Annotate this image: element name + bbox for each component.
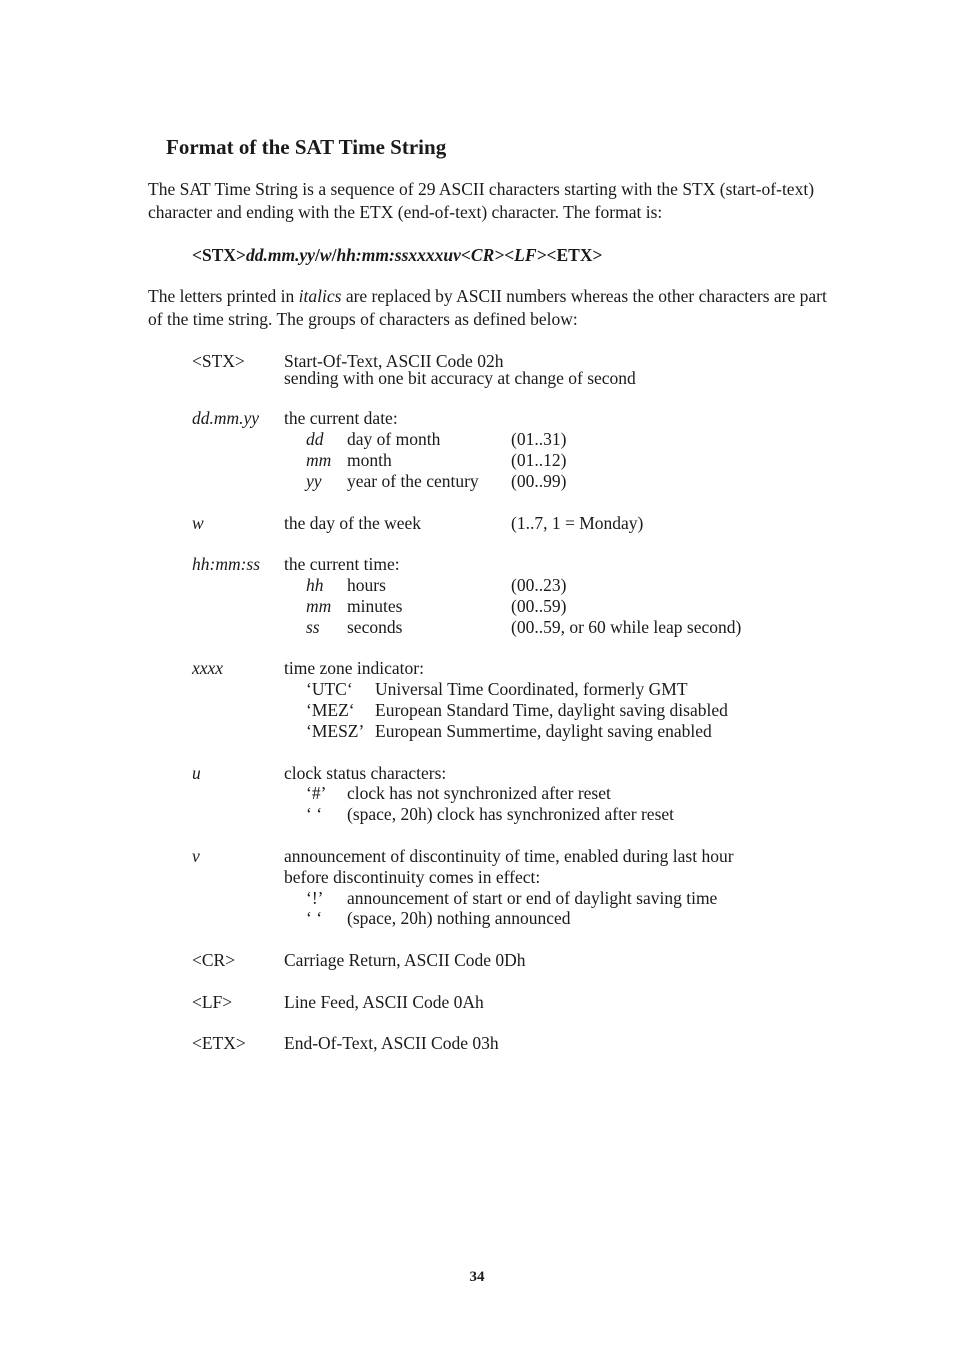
def-label-cr: <CR> [192, 950, 236, 970]
def-label-time: hh:mm:ss [192, 554, 261, 574]
announce-key-excl: ‘!’ [306, 888, 324, 908]
announce-desc-space: (space, 20h) nothing announced [347, 908, 571, 928]
announce-desc-excl: announcement of start or end of daylight saving time [347, 888, 718, 908]
status-desc-hash: clock has not synchronized after reset [347, 783, 611, 803]
format-w: w [319, 245, 332, 265]
def-announce-line1: announcement of discontinuity of time, enabled during last hour [284, 846, 734, 866]
def-label-stx: <STX> [192, 351, 245, 371]
italics-before: The letters printed in [148, 286, 299, 306]
format-sep1: / [315, 245, 320, 265]
date-key-yy: yy [306, 471, 322, 491]
time-desc-mm: minutes [347, 596, 403, 616]
def-label-etx: <ETX> [192, 1033, 246, 1053]
italics-word: italics [298, 286, 342, 306]
status-key-hash: ‘#’ [306, 783, 327, 803]
def-label-week: w [192, 513, 204, 533]
format-date: dd.mm.yy [246, 245, 316, 265]
announce-key-space: ‘ ‘ [306, 908, 323, 928]
def-status-desc: clock status characters: [284, 763, 447, 783]
def-label-tz: xxxx [192, 658, 224, 678]
italics-after: are replaced by ASCII numbers whereas the other characters are part of the time string. The groups of characters as defined below: [148, 286, 827, 329]
date-desc-mm: month [347, 450, 392, 470]
date-desc-yy: year of the century [347, 471, 479, 491]
format-stx: <STX> [192, 245, 246, 265]
tz-key-utc: ‘UTC‘ [306, 679, 353, 699]
tz-desc-mez: European Standard Time, daylight saving disabled [375, 700, 728, 720]
format-time: hh:mm:ssxxxxuv<CR><LF> [336, 245, 547, 265]
page-title: Format of the SAT Time String [166, 135, 447, 159]
date-key-mm: mm [306, 450, 332, 470]
format-etx: <ETX> [546, 245, 603, 265]
def-date-desc: the current date: [284, 408, 398, 428]
time-key-ss: ss [306, 617, 320, 637]
def-lf-desc: Line Feed, ASCII Code 0Ah [284, 992, 484, 1012]
italics-paragraph [148, 285, 828, 331]
time-key-mm: mm [306, 596, 332, 616]
def-stx-line2: sending with one bit accuracy at change of second [284, 368, 636, 388]
date-key-dd: dd [306, 429, 324, 449]
def-label-lf: <LF> [192, 992, 233, 1012]
def-cr-desc: Carriage Return, ASCII Code 0Dh [284, 950, 526, 970]
def-label-announce: v [192, 846, 200, 866]
time-range-hh: (00..23) [511, 575, 567, 595]
def-stx-line1: Start-Of-Text, ASCII Code 02h [284, 351, 504, 371]
def-etx-desc: End-Of-Text, ASCII Code 03h [284, 1033, 499, 1053]
time-desc-ss: seconds [347, 617, 403, 637]
tz-desc-mesz: European Summertime, daylight saving enabled [375, 721, 712, 741]
date-range-mm: (01..12) [511, 450, 567, 470]
def-time-desc: the current time: [284, 554, 400, 574]
format-string [192, 244, 602, 267]
def-label-date: dd.mm.yy [192, 408, 260, 428]
status-key-space: ‘ ‘ [306, 804, 323, 824]
page-number: 34 [469, 1269, 485, 1285]
tz-key-mesz: ‘MESZ’ [306, 721, 365, 741]
time-key-hh: hh [306, 575, 324, 595]
date-range-yy: (00..99) [511, 471, 567, 491]
intro-paragraph: The SAT Time String is a sequence of 29 ASCII characters starting with the STX (start-of-text) character and ending with the ETX (end-of-text) character. The format is: [148, 179, 815, 222]
def-tz-desc: time zone indicator: [284, 658, 424, 678]
tz-desc-utc: Universal Time Coordinated, formerly GMT [375, 679, 688, 699]
time-range-ss: (00..59, or 60 while leap second) [511, 617, 742, 637]
status-desc-space: (space, 20h) clock has synchronized after reset [347, 804, 675, 824]
def-week-range: (1..7, 1 = Monday) [511, 513, 644, 533]
def-week-desc: the day of the week [284, 513, 422, 533]
def-label-status: u [192, 763, 201, 783]
format-sep2: / [331, 245, 337, 265]
date-range-dd: (01..31) [511, 429, 567, 449]
time-desc-hh: hours [347, 575, 386, 595]
date-desc-dd: day of month [347, 429, 441, 449]
def-announce-line2: before discontinuity comes in effect: [284, 867, 541, 887]
tz-key-mez: ‘MEZ‘ [306, 700, 355, 720]
time-range-mm: (00..59) [511, 596, 567, 616]
